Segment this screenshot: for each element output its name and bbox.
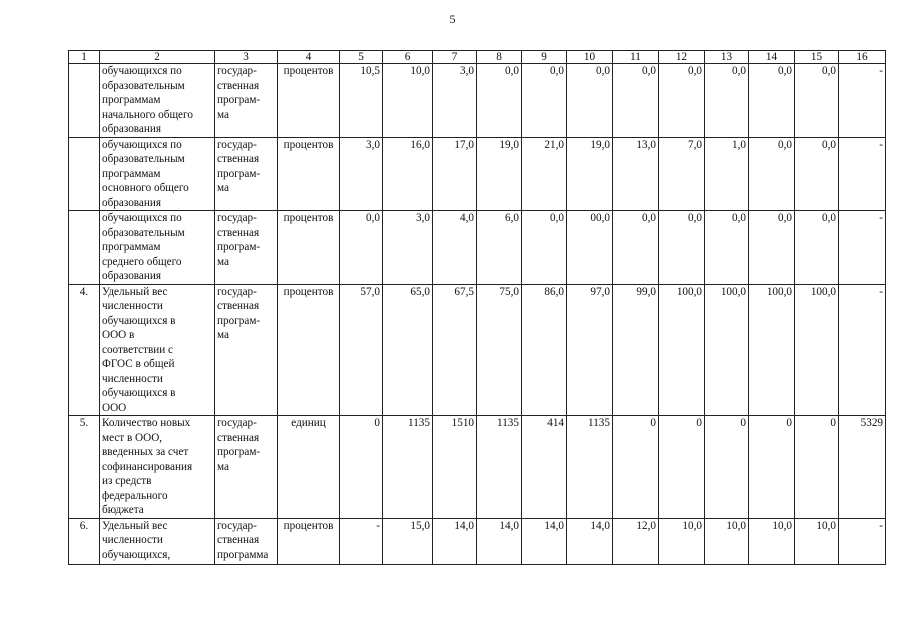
source-cell: государ- ственная програм- ма bbox=[215, 416, 278, 519]
unit-cell: единиц bbox=[278, 416, 340, 519]
row-number-cell: 4. bbox=[69, 284, 100, 416]
indicator-name-cell: обучающихся по образовательным программам среднего общего образования bbox=[100, 211, 215, 285]
column-header-16: 16 bbox=[839, 51, 886, 64]
value-cell: 97,0 bbox=[567, 284, 613, 416]
value-cell: 0,0 bbox=[749, 211, 795, 285]
value-cell: 0,0 bbox=[567, 64, 613, 138]
value-cell: - bbox=[839, 284, 886, 416]
value-cell: 1135 bbox=[477, 416, 522, 519]
value-cell: - bbox=[839, 518, 886, 564]
value-cell: 5329 bbox=[839, 416, 886, 519]
column-header-12: 12 bbox=[659, 51, 705, 64]
indicators-table bbox=[68, 50, 886, 565]
column-header-14: 14 bbox=[749, 51, 795, 64]
value-cell: 6,0 bbox=[477, 211, 522, 285]
indicator-name-cell: Удельный вес численности обучающихся, bbox=[100, 518, 215, 564]
source-cell: государ- ственная програм- ма bbox=[215, 137, 278, 211]
value-cell: 0 bbox=[340, 416, 383, 519]
value-cell: 100,0 bbox=[659, 284, 705, 416]
column-header-10: 10 bbox=[567, 51, 613, 64]
source-cell: государ- ственная програм- ма bbox=[215, 211, 278, 285]
value-cell: 0,0 bbox=[613, 64, 659, 138]
table-row bbox=[69, 64, 886, 138]
column-header-2: 2 bbox=[100, 51, 215, 64]
value-cell: 14,0 bbox=[522, 518, 567, 564]
value-cell: 4,0 bbox=[433, 211, 477, 285]
source-cell: государ- ственная програм- ма bbox=[215, 64, 278, 138]
column-header-13: 13 bbox=[705, 51, 749, 64]
value-cell: 75,0 bbox=[477, 284, 522, 416]
value-cell: 10,0 bbox=[795, 518, 839, 564]
column-header-15: 15 bbox=[795, 51, 839, 64]
row-number-cell: 6. bbox=[69, 518, 100, 564]
value-cell: 100,0 bbox=[705, 284, 749, 416]
value-cell: 57,0 bbox=[340, 284, 383, 416]
value-cell: 16,0 bbox=[383, 137, 433, 211]
value-cell: 1,0 bbox=[705, 137, 749, 211]
value-cell: 414 bbox=[522, 416, 567, 519]
value-cell: 86,0 bbox=[522, 284, 567, 416]
table-row bbox=[69, 284, 886, 416]
value-cell: 0,0 bbox=[659, 64, 705, 138]
value-cell: 100,0 bbox=[749, 284, 795, 416]
value-cell: 3,0 bbox=[383, 211, 433, 285]
value-cell: 10,0 bbox=[705, 518, 749, 564]
value-cell: 0,0 bbox=[749, 137, 795, 211]
value-cell: 1510 bbox=[433, 416, 477, 519]
value-cell: 100,0 bbox=[795, 284, 839, 416]
column-header-8: 8 bbox=[477, 51, 522, 64]
value-cell: 19,0 bbox=[477, 137, 522, 211]
source-cell: государ- ственная програм- ма bbox=[215, 284, 278, 416]
value-cell: 19,0 bbox=[567, 137, 613, 211]
value-cell: 0,0 bbox=[795, 64, 839, 138]
row-number-cell: 5. bbox=[69, 416, 100, 519]
indicator-name-cell: обучающихся по образовательным программам начального общего образования bbox=[100, 64, 215, 138]
value-cell: 0,0 bbox=[705, 64, 749, 138]
row-number-cell bbox=[69, 64, 100, 138]
unit-cell: процентов bbox=[278, 284, 340, 416]
unit-cell: процентов bbox=[278, 137, 340, 211]
value-cell: 13,0 bbox=[613, 137, 659, 211]
value-cell: 14,0 bbox=[567, 518, 613, 564]
table-row bbox=[69, 211, 886, 285]
value-cell: 0,0 bbox=[522, 211, 567, 285]
value-cell: - bbox=[839, 137, 886, 211]
value-cell: 1135 bbox=[567, 416, 613, 519]
source-cell: государ- ственная программа bbox=[215, 518, 278, 564]
header-row bbox=[69, 51, 886, 64]
value-cell: 0,0 bbox=[705, 211, 749, 285]
value-cell: - bbox=[839, 64, 886, 138]
column-header-9: 9 bbox=[522, 51, 567, 64]
value-cell: 17,0 bbox=[433, 137, 477, 211]
value-cell: 0,0 bbox=[795, 137, 839, 211]
value-cell: 12,0 bbox=[613, 518, 659, 564]
value-cell: 0,0 bbox=[522, 64, 567, 138]
value-cell: 67,5 bbox=[433, 284, 477, 416]
column-header-7: 7 bbox=[433, 51, 477, 64]
value-cell: - bbox=[839, 211, 886, 285]
value-cell: 99,0 bbox=[613, 284, 659, 416]
value-cell: 10,0 bbox=[659, 518, 705, 564]
table-row bbox=[69, 137, 886, 211]
table-row bbox=[69, 416, 886, 519]
value-cell: 14,0 bbox=[477, 518, 522, 564]
value-cell: 14,0 bbox=[433, 518, 477, 564]
page-number: 5 bbox=[449, 12, 456, 26]
value-cell: 0,0 bbox=[340, 211, 383, 285]
value-cell: 1135 bbox=[383, 416, 433, 519]
unit-cell: процентов bbox=[278, 211, 340, 285]
column-header-4: 4 bbox=[278, 51, 340, 64]
column-header-3: 3 bbox=[215, 51, 278, 64]
value-cell: 15,0 bbox=[383, 518, 433, 564]
indicator-name-cell: обучающихся по образовательным программам основного общего образования bbox=[100, 137, 215, 211]
row-number-cell bbox=[69, 137, 100, 211]
value-cell: 3,0 bbox=[340, 137, 383, 211]
column-header-1: 1 bbox=[69, 51, 100, 64]
value-cell: 0,0 bbox=[795, 211, 839, 285]
value-cell: 10,0 bbox=[749, 518, 795, 564]
column-header-5: 5 bbox=[340, 51, 383, 64]
value-cell: 0,0 bbox=[477, 64, 522, 138]
value-cell: 10,5 bbox=[340, 64, 383, 138]
unit-cell: процентов bbox=[278, 64, 340, 138]
value-cell: 65,0 bbox=[383, 284, 433, 416]
value-cell: 00,0 bbox=[567, 211, 613, 285]
value-cell: 0 bbox=[613, 416, 659, 519]
unit-cell: процентов bbox=[278, 518, 340, 564]
table-row bbox=[69, 518, 886, 564]
value-cell: 0 bbox=[705, 416, 749, 519]
column-header-6: 6 bbox=[383, 51, 433, 64]
value-cell: 0 bbox=[749, 416, 795, 519]
row-number-cell bbox=[69, 211, 100, 285]
value-cell: 7,0 bbox=[659, 137, 705, 211]
indicator-name-cell: Количество новых мест в ООО, введенных за счет софинансирования из средств федерального бюджета bbox=[100, 416, 215, 519]
value-cell: 0,0 bbox=[613, 211, 659, 285]
column-header-11: 11 bbox=[613, 51, 659, 64]
value-cell: - bbox=[340, 518, 383, 564]
value-cell: 0 bbox=[659, 416, 705, 519]
value-cell: 0,0 bbox=[659, 211, 705, 285]
value-cell: 0 bbox=[795, 416, 839, 519]
value-cell: 10,0 bbox=[383, 64, 433, 138]
indicator-name-cell: Удельный вес численности обучающихся в ООО в соответствии с ФГОС в общей численности обучающихся в ООО bbox=[100, 284, 215, 416]
value-cell: 0,0 bbox=[749, 64, 795, 138]
value-cell: 3,0 bbox=[433, 64, 477, 138]
value-cell: 21,0 bbox=[522, 137, 567, 211]
